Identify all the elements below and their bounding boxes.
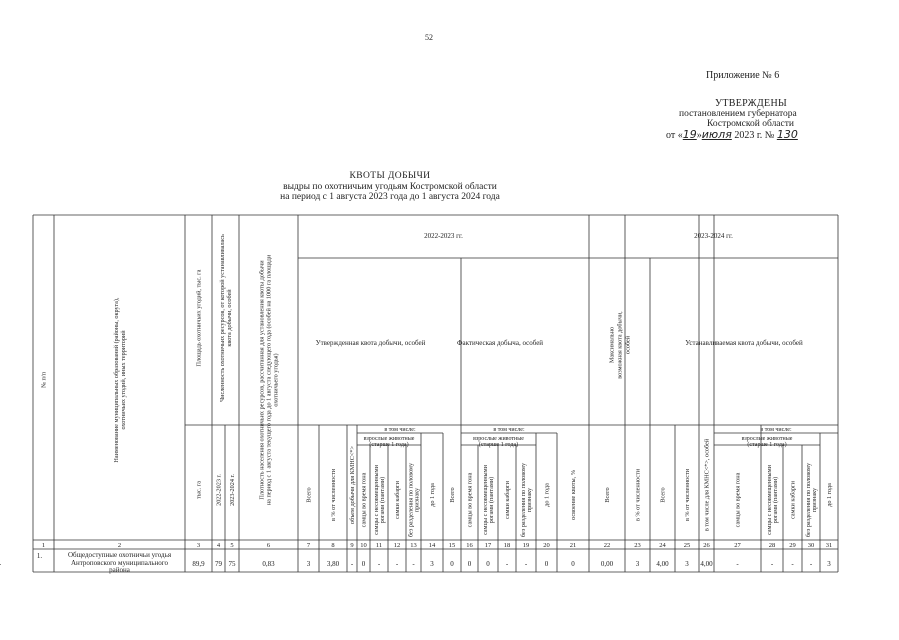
col-number: 31 (825, 542, 833, 549)
h-females-1: самки кабарги (394, 481, 401, 519)
h-males-2: самцы во время гона (466, 472, 474, 528)
col-number: 11 (375, 542, 383, 549)
row-value: 0 (486, 560, 490, 568)
col-number: 8 (331, 542, 335, 549)
date-mid: » (696, 130, 702, 141)
h-females-2: самки кабарги (504, 481, 511, 519)
col-number: 18 (503, 542, 511, 549)
row-value: 3 (430, 560, 434, 568)
row-name-l3: района (109, 566, 130, 574)
header-count-y2: 2023-2024 г. (229, 474, 236, 506)
col-number: 15 (448, 542, 456, 549)
header-max: особей (624, 335, 632, 355)
h-males2-4: самцы с несовмещенными (766, 465, 773, 535)
header-adults-b-1: (старше 1 года) (478, 442, 519, 448)
col-number: 25 (683, 542, 691, 549)
page-number: 52 (425, 33, 433, 42)
row-value: - (770, 560, 774, 568)
row-value: 3 (635, 560, 640, 568)
approval-title: УТВЕРЖДЕНЫ (715, 98, 788, 109)
col-number: 2 (117, 542, 122, 549)
header-density: Плотность населения охотничьих ресурсов, рассчитанная для установления квоты добычи (258, 260, 266, 500)
row-value: - (809, 560, 813, 568)
col-number: 26 (703, 542, 710, 549)
h-nosex-1: признаку (413, 487, 421, 513)
row-name-l1: Общедоступные охотничьи угодья (67, 551, 172, 559)
h-nosex-4: признаку (811, 487, 818, 513)
row-value: 79 (215, 560, 222, 568)
header-period1: 2022-2023 гг. (424, 232, 463, 240)
h-females-4: самки кабарги (789, 481, 797, 519)
row-value: 3 (827, 560, 831, 568)
row-value: - (377, 560, 381, 568)
h-young-2: до 1 года (543, 483, 551, 507)
h-nosex-2: без разделения по половому (520, 462, 527, 538)
header-count: квота добычи, особей (226, 289, 233, 347)
row-name-l2: Антроповского муниципального (70, 559, 169, 567)
row-value: 3,80 (326, 560, 340, 568)
h-pct-1: в % от численности (330, 468, 337, 522)
row-value: - (524, 560, 528, 568)
col-number: 14 (428, 542, 436, 549)
header-adults-b-0: (старше 1 года) (369, 442, 409, 448)
header-adults-a-2: взрослые животные (741, 436, 793, 442)
header-incl-0: в том числе: (384, 427, 416, 433)
doc-period: на период с 1 августа 2023 года до 1 августа 2024 года (280, 192, 500, 202)
h-nosex-2: признаку (526, 487, 533, 513)
row-value (0, 560, 2, 568)
row-value: - (736, 560, 739, 568)
h-males2-1: рогами (пантами) (379, 476, 386, 524)
h-males2-4: рогами (пантами) (772, 476, 779, 524)
header-name: Наименование муниципальных образований (районы, округа), (113, 297, 120, 463)
col-number: 13 (410, 542, 417, 549)
row-no: 1. (36, 552, 43, 560)
row-value: - (395, 560, 399, 568)
row-value: 3 (306, 560, 311, 568)
col-number: 28 (768, 542, 776, 549)
handwritten-number: 130 (776, 128, 798, 141)
header-incl-2: в том числе: (760, 427, 792, 433)
header-adults-b-2: (старше 1 года) (747, 442, 787, 448)
h-total-3: Всего (604, 487, 611, 503)
row-value: 4,00 (700, 560, 713, 568)
h-kmns-1: объем добычи для КМНС<*> (349, 446, 356, 524)
approval-line2: Костромской области (707, 119, 794, 129)
row-value: 4,00 (656, 560, 669, 568)
row-value: 0 (467, 560, 472, 568)
header-max: Максимально (608, 326, 616, 364)
appendix-label: Приложение № 6 (706, 70, 780, 81)
header-area: Площадь охотничьих угодий, тыс. га (195, 269, 203, 367)
col-number: 9 (350, 542, 354, 549)
header-count: Численность охотничьих ресурсов, от которой устанавливалась (219, 234, 226, 402)
header-name: охотничьих угодий, иных территорий (120, 330, 127, 430)
h-pct-4: в % от численности (684, 468, 691, 522)
col-number: 6 (266, 542, 271, 549)
h-males-1: самцы во время гона (360, 472, 368, 528)
header-actual: Фактическая добыча, особей (456, 339, 544, 347)
col-number: 24 (659, 542, 666, 549)
col-number: 22 (603, 542, 611, 549)
header-count-y1: 2022-2023 г. (215, 474, 223, 506)
col-number: 7 (306, 542, 311, 549)
h-nosex-4: без разделения по половому (805, 462, 812, 538)
col-number: 27 (734, 542, 741, 549)
header-area-unit: тыс. га (195, 481, 203, 499)
row-value: - (412, 560, 415, 568)
h-young-4: до 1 года (826, 483, 833, 507)
col-number: 12 (393, 542, 401, 549)
h-total-1: Всего (305, 487, 313, 503)
row-value: - (791, 560, 794, 568)
header-approved: Утвержденная квота добычи, особей (315, 339, 426, 347)
h-util: освоение квоты, % (570, 470, 577, 520)
col-number: 4 (216, 542, 221, 549)
doc-subtitle: выдры по охотничьим угодьям Костромской области (283, 182, 497, 192)
col-number: 23 (634, 542, 641, 549)
col-number: 1 (41, 542, 46, 549)
h-males2-1: самцы с несовмещенными (373, 465, 380, 535)
row-value: - (505, 560, 509, 568)
row-value: 0 (571, 560, 575, 568)
row-value: 89,9 (192, 560, 205, 568)
row-value: 0 (361, 560, 366, 568)
header-incl-1: в том числе: (493, 427, 525, 433)
h-males2-2: самцы с несовмещенными (482, 465, 489, 535)
h-males2-2: рогами (пантами) (488, 476, 495, 524)
date-year: 2023 г. № (734, 130, 775, 141)
col-number: 30 (807, 542, 815, 549)
header-period2: 2023-2024 гг. (694, 232, 733, 240)
approval-line1: постановлением губернатора (679, 109, 797, 119)
h-kmns-4: в том числе для КМНС<*>, особей (703, 438, 711, 532)
col-number: 10 (360, 542, 367, 549)
header-set: Устанавливаемая квота добычи, особей (685, 339, 803, 347)
row-value: 0,83 (262, 560, 275, 568)
header-no: № п/п (40, 372, 48, 388)
col-number: 19 (522, 542, 530, 549)
h-young-1: до 1 года (429, 483, 436, 507)
col-number: 29 (789, 542, 796, 549)
col-number: 3 (196, 542, 201, 549)
h-total-2: Всего (449, 487, 456, 503)
handwritten-month: июля (701, 128, 732, 141)
row-value: 0 (544, 560, 549, 568)
date-prefix: от « (666, 130, 683, 141)
h-nosex-1: без разделения по половому (407, 462, 415, 538)
h-total-4: Всего (659, 487, 667, 503)
row-value: - (350, 560, 354, 568)
row-value: 75 (228, 560, 236, 568)
header-density: охотничьего угодья) (272, 353, 280, 407)
h-pct-3: в % от численности (634, 468, 642, 522)
row-value: 0,00 (600, 560, 614, 568)
row-value: 0 (450, 560, 454, 568)
col-number: 20 (543, 542, 550, 549)
col-number: 21 (569, 542, 577, 549)
col-number: 5 (230, 542, 234, 549)
header-density: на период с 1 августа текущего года до 1 августа следующего года (особей на 1000 га площади (265, 254, 273, 506)
doc-title: КВОТЫ ДОБЫЧИ (349, 171, 431, 181)
header-adults-a-1: взрослые животные (473, 436, 524, 442)
handwritten-day: 19 (682, 128, 697, 141)
col-number: 17 (484, 542, 492, 549)
header-max: возможная квота добычи, (616, 311, 624, 379)
col-number: 16 (466, 542, 473, 549)
row-value: 3 (685, 560, 689, 568)
header-adults-a-0: взрослые животные (363, 436, 415, 442)
h-males-4: самцы во время гона (734, 472, 742, 528)
